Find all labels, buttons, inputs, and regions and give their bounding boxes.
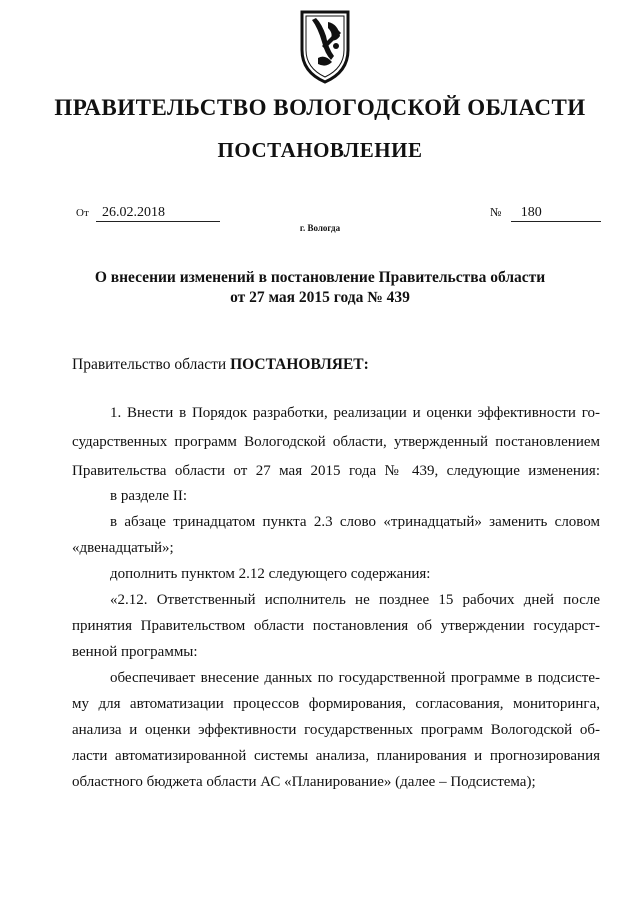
body-line: 1. Внести в Порядок разработки, реализации и оценки эффективности го- — [110, 405, 600, 421]
body-line: областного бюджета области АС «Планирование» (далее – Подсистема); — [72, 774, 536, 790]
date-value: 26.02.2018 — [96, 205, 220, 222]
number-field — [490, 204, 601, 222]
coat-of-arms-emblem — [298, 6, 352, 86]
government-title: ПРАВИТЕЛЬСТВО ВОЛОГОДСКОЙ ОБЛАСТИ — [54, 95, 586, 120]
date-label: От — [76, 207, 89, 219]
document-type: ПОСТАНОВЛЕНИЕ — [217, 138, 423, 162]
body-line: в абзаце тринадцатом пункта 2.3 слово «тринадцатый» заменить словом — [110, 514, 600, 530]
preamble-text: Правительство области — [72, 356, 231, 373]
body-line: дополнить пунктом 2.12 следующего содержания: — [110, 566, 431, 582]
date-field — [76, 204, 220, 222]
body-line: «двенадцатый»; — [72, 540, 174, 556]
body-line: в разделе II: — [110, 488, 187, 504]
body-line: обеспечивает внесение данных по государственной программе в подсисте- — [110, 670, 600, 686]
city: г. Вологда — [299, 223, 341, 233]
body-line: ласти автоматизированной системы анализа, планирования и прогнозирования — [72, 748, 600, 764]
number-label: № — [490, 205, 502, 219]
subject-line-2: от 27 мая 2015 года № 439 — [230, 289, 410, 306]
body-line: венной программы: — [72, 644, 198, 660]
preamble — [72, 356, 369, 374]
body-line: «2.12. Ответственный исполнитель не позднее 15 рабочих дней после — [110, 592, 600, 608]
body-line: сударственных программ Вологодской области, утвержденный постановлением — [72, 434, 600, 450]
document-subject — [0, 268, 640, 308]
subject-line-1: О внесении изменений в постановление Правительства области — [94, 269, 546, 286]
body-line: му для автоматизации процессов формирования, согласования, мониторинга, — [72, 696, 600, 712]
preamble-verb: ПОСТАНОВЛЯЕТ: — [230, 356, 369, 373]
body-line: анализа и оценки эффективности государственных программ Вологодской об- — [72, 722, 600, 738]
body-line: принятия Правительством области постановления об утверждении государст- — [72, 618, 600, 634]
body-line: Правительства области от 27 мая 2015 года № 439, следующие изменения: — [72, 463, 600, 479]
number-value: 180 — [511, 205, 601, 222]
